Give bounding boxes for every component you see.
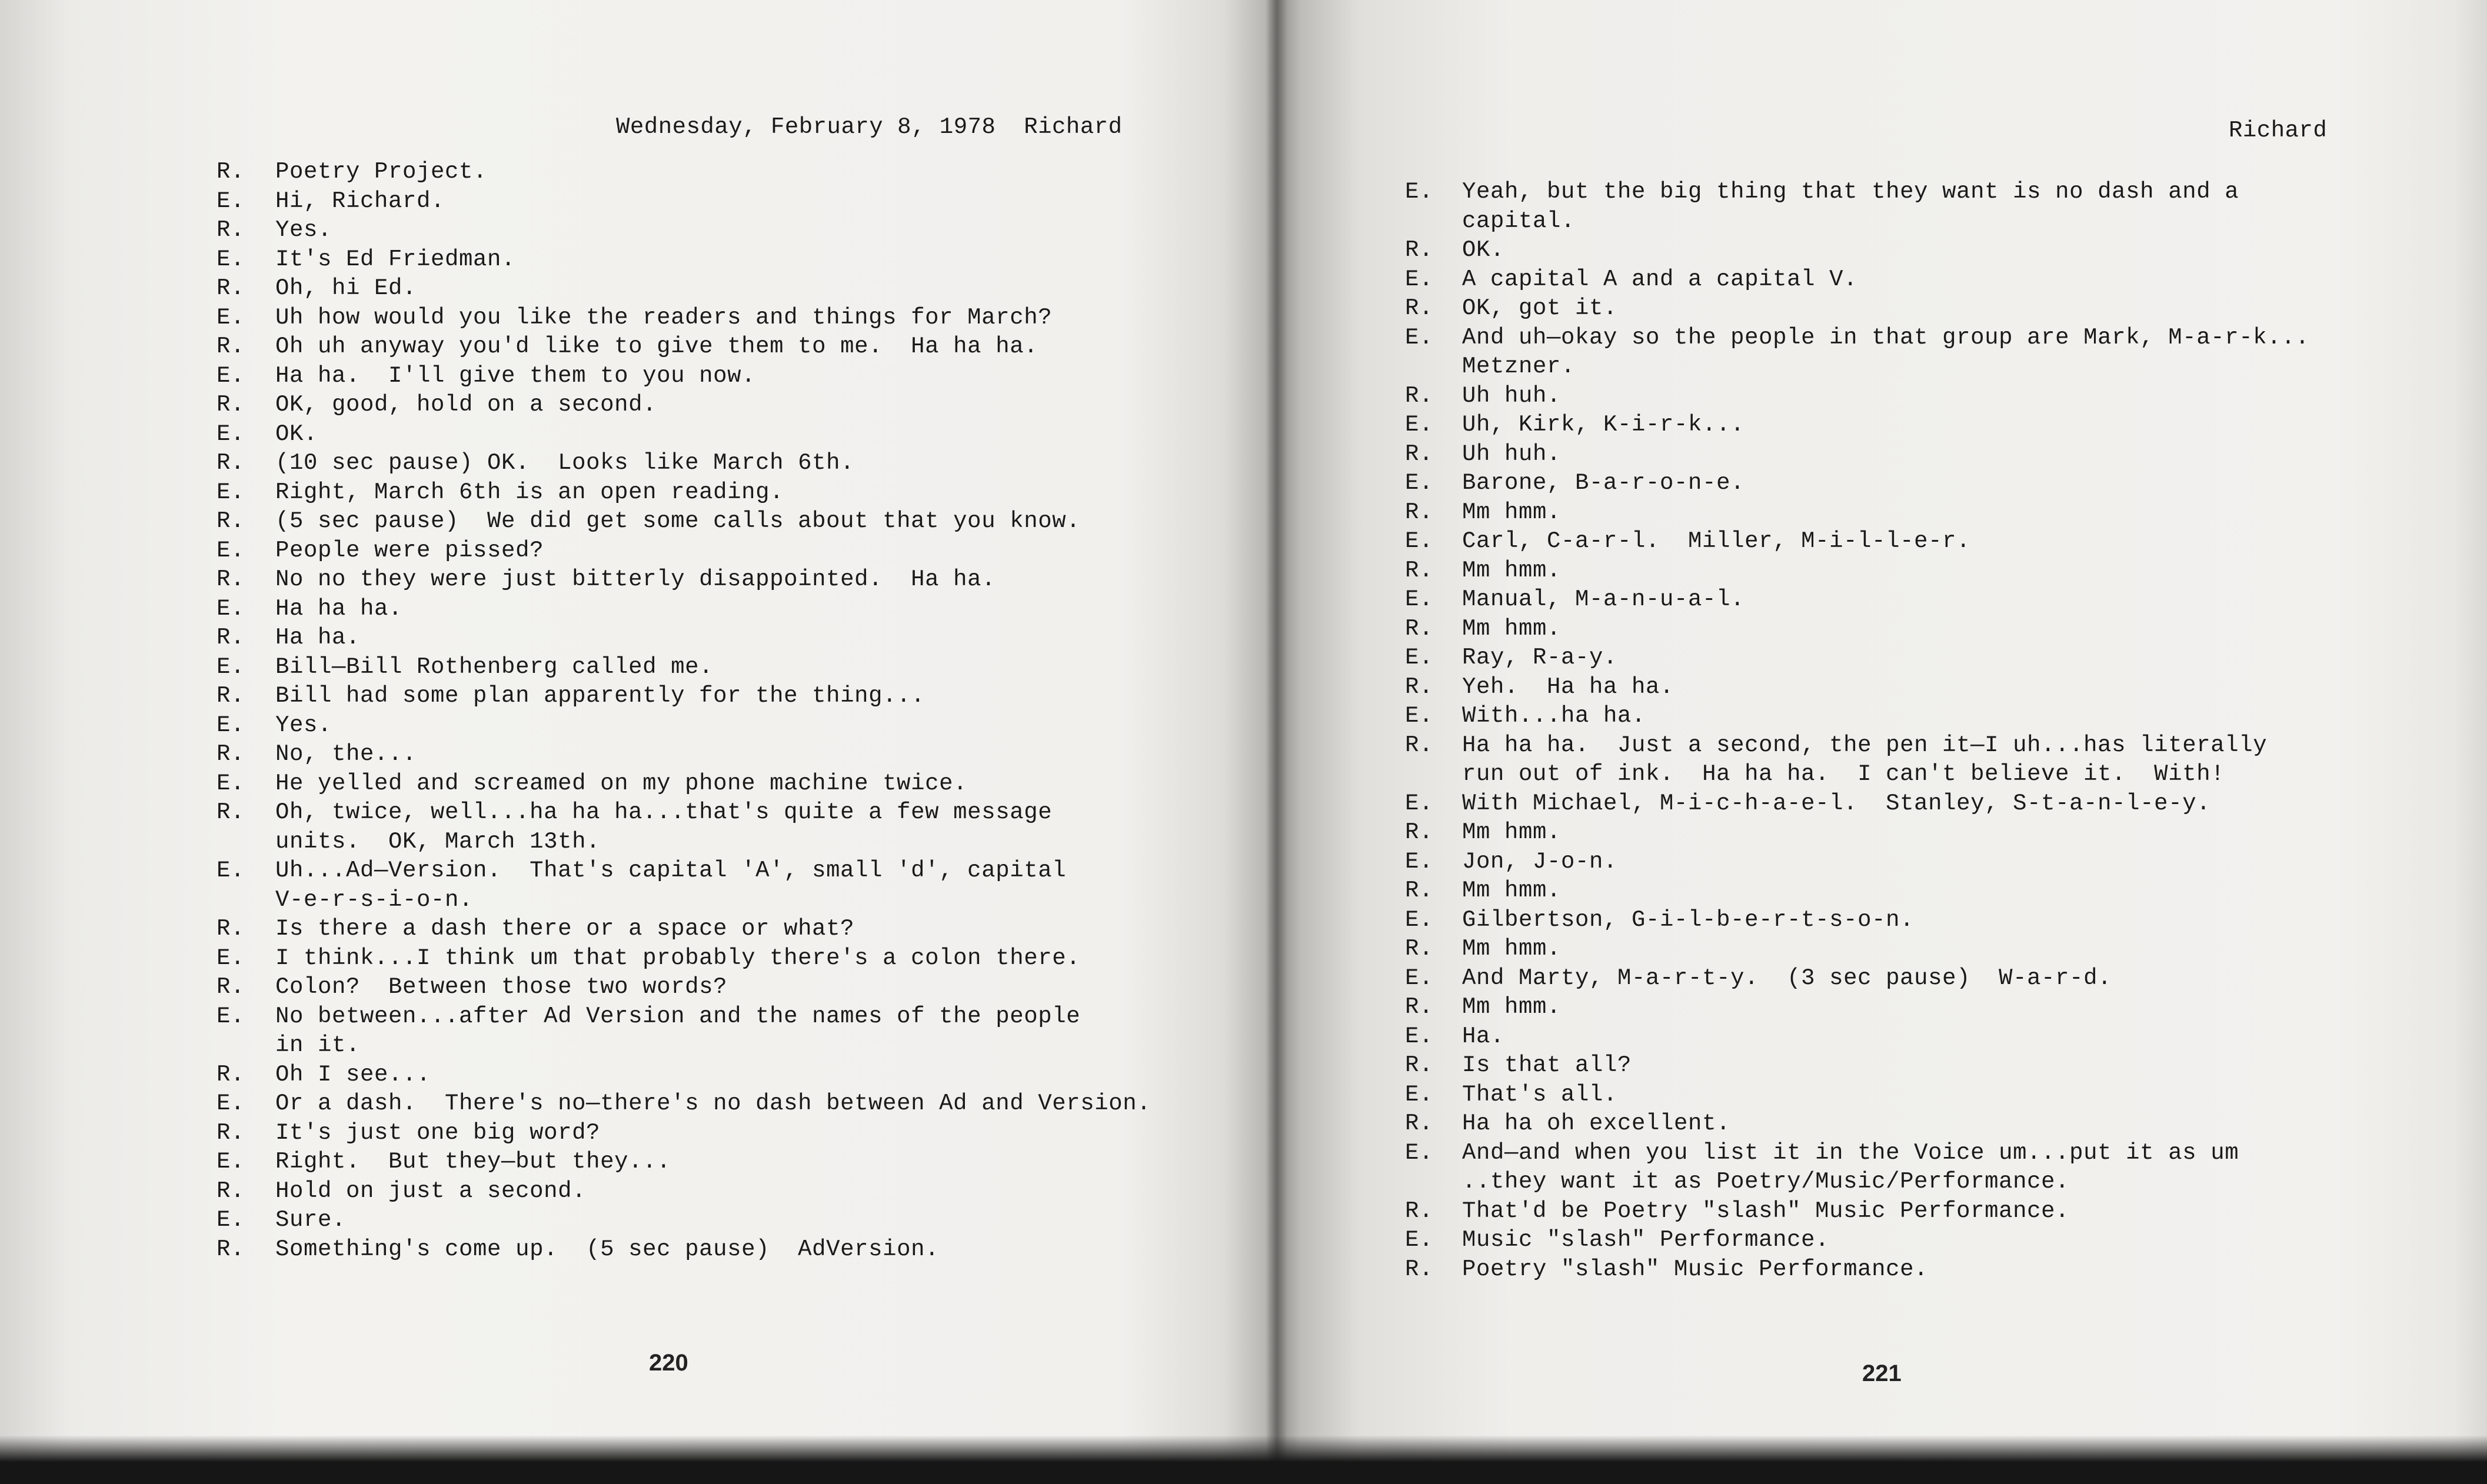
dialogue-text: He yelled and screamed on my phone machine twice. [275, 770, 968, 796]
transcript-line [1405, 935, 2452, 964]
transcript-line [1405, 265, 2452, 295]
dialogue-text: Right, March 6th is an open reading. [275, 479, 784, 505]
speaker-label: E. [217, 712, 245, 738]
speaker-label: R. [1405, 382, 1434, 409]
bottom-edge-shadow [0, 1435, 2487, 1484]
dialogue-text: Sure. [275, 1207, 347, 1233]
dialogue-text: Hi, Richard. [275, 188, 445, 214]
dialogue-text: And—and when you list it in the Voice um...put it as um [1462, 1139, 2239, 1166]
dialogue-text: And uh—okay so the people in that group are Mark, M-a-r-k... [1462, 324, 2310, 351]
speaker-label: E. [217, 945, 245, 971]
speaker-label: R. [1405, 1198, 1434, 1224]
speaker-label: R. [1405, 441, 1434, 467]
dialogue-text: Is that all? [1462, 1052, 1632, 1078]
dialogue-text: units. OK, March 13th. [275, 828, 601, 855]
transcript-line [217, 886, 1228, 915]
transcript-line [1405, 178, 2452, 207]
transcript-line [1405, 527, 2452, 556]
dialogue-text: Poetry "slash" Music Performance. [1462, 1256, 1929, 1282]
dialogue-text: Ha ha. [275, 625, 361, 651]
transcript-line [217, 478, 1228, 508]
dialogue-text: (10 sec pause) OK. Looks like March 6th. [275, 450, 855, 476]
transcript-line [1405, 469, 2452, 498]
speaker-label: R. [1405, 1256, 1434, 1282]
speaker-label: R. [217, 1119, 245, 1146]
transcript-line [1405, 411, 2452, 440]
speaker-label: R. [1405, 499, 1434, 525]
transcript-line [1405, 207, 2452, 236]
speaker-label: R. [217, 1178, 245, 1204]
speaker-label: E. [217, 1003, 245, 1029]
speaker-label: R. [217, 392, 245, 418]
transcript-line [1405, 876, 2452, 906]
speaker-label: R. [1405, 557, 1434, 583]
dialogue-text: Ray, R-a-y. [1462, 645, 1618, 671]
dialogue-text: Bill had some plan apparently for the thing... [275, 683, 925, 709]
transcript-line [217, 1177, 1228, 1206]
dialogue-text: With...ha ha. [1462, 703, 1646, 729]
transcript-line [217, 507, 1228, 536]
dialogue-text: Metzner. [1462, 354, 1576, 379]
dialogue-text: OK. [1462, 237, 1505, 263]
transcript-line [1405, 1168, 2452, 1197]
dialogue-text: Something's come up. (5 sec pause) AdVersion. [275, 1236, 940, 1262]
speaker-label: E. [1405, 412, 1434, 438]
speaker-label: E. [217, 421, 245, 447]
transcript-line [217, 304, 1228, 333]
dialogue-text: Ha. [1462, 1023, 1505, 1049]
right-page-transcript [1405, 178, 2452, 1284]
transcript-line [1405, 498, 2452, 528]
speaker-label: R. [217, 625, 245, 651]
speaker-label: E. [1405, 179, 1434, 205]
dialogue-text: in it. [275, 1032, 361, 1058]
transcript-line [1405, 818, 2452, 848]
transcript-line [1405, 643, 2452, 673]
speaker-label: R. [217, 741, 245, 767]
speaker-label: E. [1405, 470, 1434, 496]
dialogue-text: Ha ha oh excellent. [1462, 1111, 1731, 1136]
dialogue-text: Jon, J-o-n. [1462, 848, 1618, 875]
dialogue-text: Yes. [275, 712, 332, 738]
speaker-label: R. [217, 275, 245, 301]
dialogue-text: No, the... [275, 741, 417, 767]
dialogue-text: (5 sec pause) We did get some calls about that you know. [275, 508, 1081, 534]
dialogue-text: Barone, B-a-r-o-n-e. [1462, 470, 1745, 496]
transcript-line [217, 682, 1228, 711]
transcript-line [1405, 789, 2452, 819]
transcript-line [1405, 236, 2452, 265]
speaker-label: E. [1405, 586, 1434, 612]
dialogue-text: ..they want it as Poetry/Music/Performance. [1462, 1169, 2070, 1195]
transcript-line [1405, 1197, 2452, 1226]
speaker-label: R. [1405, 615, 1434, 642]
transcript-line [217, 158, 1228, 187]
speaker-label: R. [1405, 994, 1434, 1020]
speaker-label: R. [217, 1061, 245, 1088]
transcript-line [1405, 440, 2452, 469]
transcript-line [1405, 615, 2452, 644]
dialogue-text: With Michael, M-i-c-h-a-e-l. Stanley, S-t-a-n-l-e-y. [1462, 790, 2211, 816]
speaker-label: E. [217, 653, 245, 680]
transcript-line [1405, 585, 2452, 615]
transcript-line [1405, 294, 2452, 324]
dialogue-text: It's Ed Friedman. [275, 246, 516, 272]
transcript-line [1405, 382, 2452, 411]
speaker-label: E. [1405, 790, 1434, 816]
left-page-header: Wednesday, February 8, 1978 Richard [616, 114, 1123, 140]
transcript-line [217, 973, 1228, 1002]
dialogue-text: Oh I see... [275, 1061, 431, 1088]
right-page-number: 221 [1862, 1360, 1902, 1386]
transcript-line [1405, 731, 2452, 761]
transcript-line [217, 623, 1228, 653]
dialogue-text: Mm hmm. [1462, 819, 1562, 845]
speaker-label: E. [1405, 848, 1434, 875]
transcript-line [217, 1206, 1228, 1235]
dialogue-text: Music "slash" Performance. [1462, 1227, 1830, 1253]
transcript-line [217, 1148, 1228, 1177]
speaker-label: R. [217, 799, 245, 825]
speaker-label: E. [1405, 965, 1434, 991]
dialogue-text: Ha ha ha. Just a second, the pen it—I uh...has literally [1462, 732, 2268, 758]
transcript-line [217, 769, 1228, 799]
transcript-line [217, 1002, 1228, 1032]
transcript-line [217, 653, 1228, 682]
dialogue-text: Carl, C-a-r-l. Miller, M-i-l-l-e-r. [1462, 528, 1971, 554]
speaker-label: R. [1405, 878, 1434, 903]
transcript-line [1405, 1081, 2452, 1110]
transcript-line [217, 216, 1228, 245]
transcript-line [217, 595, 1228, 624]
dialogue-text: Oh uh anyway you'd like to give them to me. Ha ha ha. [275, 334, 1038, 359]
transcript-line [217, 856, 1228, 886]
speaker-label: R. [217, 566, 245, 592]
right-page [1277, 0, 2487, 1484]
dialogue-text: Oh, twice, well...ha ha ha...that's quite a few message [275, 799, 1053, 825]
dialogue-text: No between...after Ad Version and the names of the people [275, 1003, 1081, 1029]
speaker-label: E. [217, 595, 245, 622]
speaker-label: E. [217, 246, 245, 272]
transcript-line [217, 828, 1228, 857]
transcript-line [217, 536, 1228, 566]
dialogue-text: run out of ink. Ha ha ha. I can't believe it. With! [1462, 761, 2225, 787]
speaker-label: R. [217, 916, 245, 942]
speaker-label: E. [217, 304, 245, 331]
dialogue-text: Yeah, but the big thing that they want is no dash and a [1462, 179, 2239, 205]
speaker-label: E. [1405, 703, 1434, 729]
dialogue-text: Manual, M-a-n-u-a-l. [1462, 586, 1745, 612]
transcript-line [217, 274, 1228, 304]
transcript-line [217, 245, 1228, 275]
transcript-line [217, 915, 1228, 944]
transcript-line [1405, 1255, 2452, 1285]
speaker-label: E. [217, 1149, 245, 1175]
speaker-label: R. [1405, 732, 1434, 758]
transcript-line [217, 1031, 1228, 1061]
speaker-label: R. [217, 974, 245, 1000]
speaker-label: E. [217, 858, 245, 883]
speaker-label: R. [1405, 237, 1434, 263]
transcript-line [217, 391, 1228, 420]
dialogue-text: Mm hmm. [1462, 994, 1562, 1020]
speaker-label: E. [1405, 906, 1434, 933]
dialogue-text: Ha ha ha. [275, 595, 403, 622]
transcript-line [1405, 673, 2452, 702]
speaker-label: R. [217, 1236, 245, 1262]
dialogue-text: Mm hmm. [1462, 936, 1562, 962]
speaker-label: R. [217, 683, 245, 709]
right-page-header: Richard [2229, 118, 2328, 144]
dialogue-text: Uh huh. [1462, 441, 1562, 467]
speaker-label: R. [1405, 819, 1434, 845]
dialogue-text: Yes. [275, 217, 332, 243]
speaker-label: E. [1405, 1081, 1434, 1108]
dialogue-text: Oh, hi Ed. [275, 275, 417, 301]
dialogue-text: Uh, Kirk, K-i-r-k... [1462, 412, 1745, 438]
dialogue-text: Mm hmm. [1462, 615, 1562, 642]
transcript-line [1405, 993, 2452, 1022]
dialogue-text: Hold on just a second. [275, 1178, 587, 1204]
speaker-label: R. [1405, 673, 1434, 700]
speaker-label: E. [1405, 324, 1434, 351]
dialogue-text: That's all. [1462, 1081, 1618, 1108]
transcript-line [1405, 906, 2452, 935]
transcript-line [1405, 848, 2452, 877]
dialogue-text: It's just one big word? [275, 1119, 601, 1146]
transcript-line [1405, 556, 2452, 586]
speaker-label: R. [217, 508, 245, 534]
speaker-label: E. [1405, 266, 1434, 292]
transcript-line [217, 944, 1228, 973]
speaker-label: R. [1405, 936, 1434, 962]
transcript-line [1405, 1109, 2452, 1139]
transcript-line [217, 740, 1228, 769]
transcript-line [1405, 702, 2452, 731]
dialogue-text: A capital A and a capital V. [1462, 266, 1858, 292]
speaker-label: R. [217, 450, 245, 476]
speaker-label: R. [217, 334, 245, 359]
transcript-line [217, 798, 1228, 828]
transcript-line [217, 420, 1228, 449]
dialogue-text: People were pissed? [275, 537, 544, 563]
speaker-label: R. [217, 217, 245, 243]
speaker-label: R. [1405, 1111, 1434, 1136]
speaker-label: E. [217, 770, 245, 796]
speaker-label: E. [217, 537, 245, 563]
transcript-line [1405, 324, 2452, 353]
dialogue-text: capital. [1462, 208, 1576, 234]
speaker-label: R. [1405, 295, 1434, 321]
dialogue-text: I think...I think um that probably there's a colon there. [275, 945, 1081, 971]
dialogue-text: Gilbertson, G-i-l-b-e-r-t-s-o-n. [1462, 906, 1915, 933]
speaker-label: E. [1405, 645, 1434, 671]
left-page-transcript [217, 158, 1228, 1264]
speaker-label: E. [217, 479, 245, 505]
dialogue-text: OK, good, hold on a second. [275, 392, 657, 418]
transcript-line [217, 332, 1228, 362]
book-spine-shadow [1266, 0, 1287, 1484]
transcript-line [1405, 1139, 2452, 1168]
dialogue-text: V-e-r-s-i-o-n. [275, 886, 474, 913]
transcript-line [217, 565, 1228, 595]
dialogue-text: Bill—Bill Rothenberg called me. [275, 653, 714, 680]
transcript-line [217, 187, 1228, 216]
speaker-label: E. [1405, 528, 1434, 554]
transcript-line [1405, 1226, 2452, 1255]
dialogue-text: Or a dash. There's no—there's no dash between Ad and Version. [275, 1091, 1151, 1116]
dialogue-text: And Marty, M-a-r-t-y. (3 sec pause) W-a-r-d. [1462, 965, 2112, 991]
dialogue-text: No no they were just bitterly disappointed. Ha ha. [275, 566, 996, 592]
speaker-label: E. [217, 1207, 245, 1233]
speaker-label: R. [1405, 1052, 1434, 1078]
speaker-label: R. [217, 159, 245, 185]
dialogue-text: OK. [275, 421, 318, 447]
speaker-label: E. [217, 362, 245, 389]
transcript-line [217, 362, 1228, 391]
transcript-line [1405, 1051, 2452, 1081]
dialogue-text: Mm hmm. [1462, 878, 1562, 903]
transcript-line [1405, 1022, 2452, 1052]
transcript-line [217, 449, 1228, 478]
speaker-label: E. [1405, 1023, 1434, 1049]
speaker-label: E. [217, 188, 245, 214]
dialogue-text: Poetry Project. [275, 159, 488, 185]
dialogue-text: That'd be Poetry "slash" Music Performance. [1462, 1198, 2070, 1224]
transcript-line [217, 1089, 1228, 1119]
dialogue-text: Uh...Ad—Version. That's capital 'A', small 'd', capital [275, 858, 1067, 883]
dialogue-text: Mm hmm. [1462, 499, 1562, 525]
dialogue-text: Yeh. Ha ha ha. [1462, 673, 1674, 700]
transcript-line [1405, 352, 2452, 382]
speaker-label: E. [217, 1091, 245, 1116]
transcript-line [1405, 760, 2452, 789]
dialogue-text: Colon? Between those two words? [275, 974, 728, 1000]
transcript-line [217, 1119, 1228, 1148]
transcript-line [217, 711, 1228, 741]
left-page-number: 220 [649, 1350, 688, 1376]
dialogue-text: Uh how would you like the readers and things for March? [275, 304, 1053, 331]
transcript-line [217, 1061, 1228, 1090]
dialogue-text: Right. But they—but they... [275, 1149, 671, 1175]
dialogue-text: OK, got it. [1462, 295, 1618, 321]
speaker-label: E. [1405, 1139, 1434, 1166]
dialogue-text: Uh huh. [1462, 382, 1562, 409]
dialogue-text: Mm hmm. [1462, 557, 1562, 583]
transcript-line [217, 1235, 1228, 1265]
transcript-line [1405, 964, 2452, 993]
dialogue-text: Is there a dash there or a space or what? [275, 916, 855, 942]
speaker-label: E. [1405, 1227, 1434, 1253]
dialogue-text: Ha ha. I'll give them to you now. [275, 362, 756, 389]
